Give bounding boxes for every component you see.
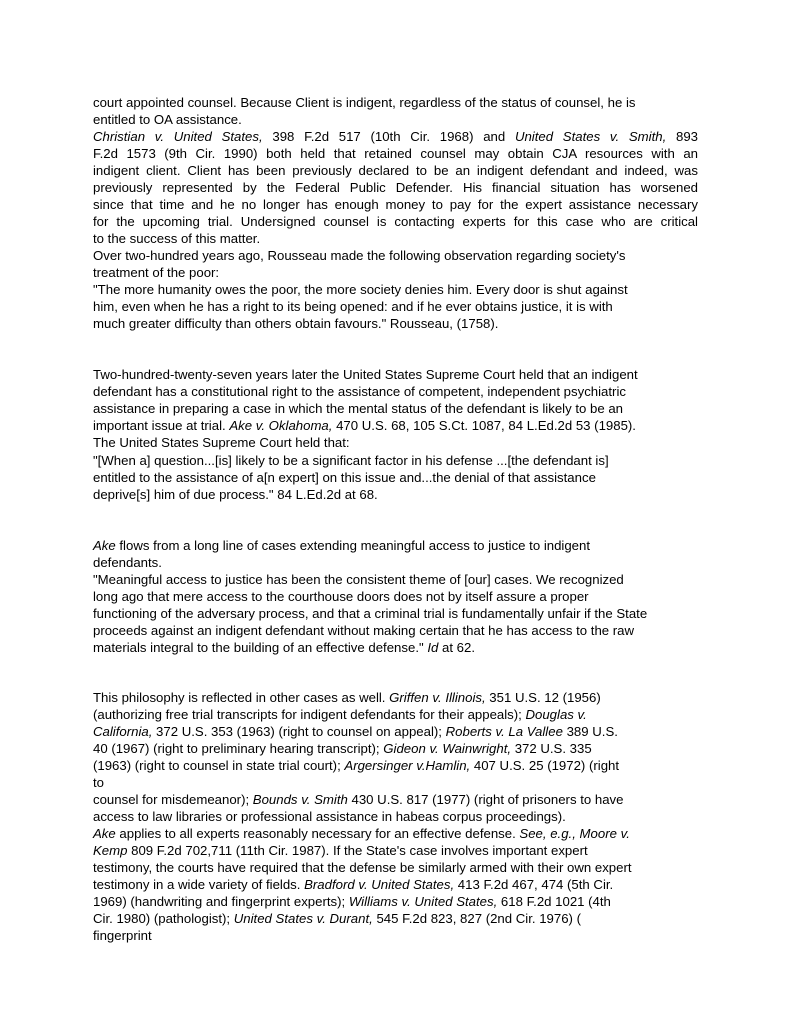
case-citation: Bradford v. United States, [304,877,455,892]
case-citation: Christian v. United States, [93,129,263,144]
case-citation: United States v. Smith, [514,129,667,144]
text-run: 618 F.2d 1021 (4th [497,894,611,909]
text-line [93,893,698,910]
text-line [93,791,698,808]
text-run: (authorizing free trial transcripts for indigent defendants for their appeals); [93,707,526,722]
text-line: entitled to the assistance of a[n expert] on this issue and...the denial of that assistance [93,470,596,485]
text-run: 372 U.S. 353 (1963) (right to counsel on appeal); [152,724,446,739]
case-citation: United States v. Durant, [233,911,373,926]
text-line: him, even when he has a right to its being opened: and if he ever obtains justice, it is with [93,299,613,314]
text-run: 389 U.S. [562,724,618,739]
text-run: 407 U.S. 25 (1972) (right [470,758,620,773]
text-line: previously represented by the Federal Public Defender. His financial situation has worsened [93,180,698,195]
case-citation: California, [93,724,153,739]
text-run: 398 F.2d 517 (10th Cir. 1968) and [262,129,515,144]
paragraph-cja-resources [93,128,698,247]
quote-ake [93,452,698,503]
text-run: 430 U.S. 817 (1977) (right of prisoners to have [347,792,624,807]
text-line [93,706,698,723]
text-line [93,757,698,774]
case-citation: Argersinger v.Hamlin, [344,758,471,773]
case-citation: Ake [93,826,116,841]
text-line: treatment of the poor: [93,265,220,280]
text-line [93,825,698,842]
text-line: much greater difficulty than others obtain favours." Rousseau, (1758). [93,316,499,331]
text-run: 809 F.2d 702,711 (11th Cir. 1987). If the State's case involves important expert [127,843,588,858]
text-line [93,842,698,859]
paragraph-ake-flows [93,537,698,571]
text-run: This philosophy is reflected in other cases as well. [93,690,390,705]
text-line [93,723,698,740]
case-citation: Roberts v. La Vallee [445,724,563,739]
case-citation: Gideon v. Wainwright, [383,741,512,756]
text-line: F.2d 1573 (9th Cir. 1990) both held that retained counsel may obtain CJA resources with an [93,146,698,161]
text-run: 372 U.S. 335 [511,741,592,756]
text-run: 40 (1967) (right to preliminary hearing transcript); [93,741,384,756]
case-citation: Griffen v. Illinois, [389,690,486,705]
text-line: deprive[s] him of due process." 84 L.Ed.2d at 68. [93,487,378,502]
case-citation: See, e.g., Moore v. [519,826,630,841]
text-line [93,740,698,757]
text-line [93,417,698,434]
text-line: fingerprint [93,928,152,943]
quote-meaningful-access [93,571,698,656]
paragraph-counsel-intro [93,94,698,128]
case-citation: Williams v. United States, [348,894,498,909]
case-citation: Ake v. Oklahoma, [229,418,333,433]
paragraph-philosophy-cases [93,689,698,825]
text-line: to the success of this matter. [93,231,261,246]
text-line: "The more humanity owes the poor, the more society denies him. Every door is shut against [93,282,628,297]
text-line: "[When a] question...[is] likely to be a significant factor in his defense ...[the defendant is] [93,453,609,468]
text-run: Cir. 1980) (pathologist); [93,911,234,926]
text-run: 413 F.2d 467, 474 (5th Cir. [454,877,614,892]
text-run: testimony in a wide variety of fields. [93,877,305,892]
text-line: indigent client. Client has been previously declared to be an indigent defendant and indeed, was [93,163,698,178]
case-citation: Bounds v. Smith [252,792,348,807]
text-run: materials integral to the building of an effective defense." [93,640,428,655]
text-line: defendants. [93,555,162,570]
text-line [93,910,698,927]
paragraph-rousseau-intro [93,247,698,281]
quote-rousseau [93,281,698,332]
case-citation: Ake [93,538,116,553]
case-citation: Id [427,640,439,655]
text-line: since that time and he no longer has enough money to pay for the expert assistance necessary [93,197,698,212]
text-line: defendant has a constitutional right to the assistance of competent, independent psychiatric [93,384,626,399]
text-line [93,537,698,554]
text-line: to [93,775,104,790]
text-line: The United States Supreme Court held that: [93,435,350,450]
paragraph-ake-holding [93,366,698,451]
text-run: important issue at trial. [93,418,230,433]
text-line: Over two-hundred years ago, Rousseau made the following observation regarding society's [93,248,626,263]
text-run: 893 [666,129,698,144]
text-run: flows from a long line of cases extending meaningful access to justice to indigent [115,538,591,553]
case-citation: Douglas v. [525,707,587,722]
text-run: 470 U.S. 68, 105 S.Ct. 1087, 84 L.Ed.2d 53 (1985). [332,418,636,433]
text-line [93,689,698,706]
text-line: entitled to OA assistance. [93,112,242,127]
text-line: testimony, the courts have required that the defense be similarly armed with their own expert [93,860,632,875]
text-line: proceeds against an indigent defendant without making certain that he has access to the raw [93,623,635,638]
text-line: "Meaningful access to justice has been the consistent theme of [our] cases. We recognized [93,572,624,587]
text-line [93,876,698,893]
text-run: 545 F.2d 823, 827 (2nd Cir. 1976) ( [372,911,581,926]
text-line: assistance in preparing a case in which the mental status of the defendant is likely to be an [93,401,624,416]
paragraph-ake-experts [93,825,698,944]
text-run: applies to all experts reasonably necessary for an effective defense. [115,826,520,841]
text-line: functioning of the adversary process, and that a criminal trial is fundamentally unfair if the State [93,606,648,621]
text-line: access to law libraries or professional assistance in habeas corpus proceedings). [93,809,566,824]
text-run: 1969) (handwriting and fingerprint experts); [93,894,349,909]
text-line [93,128,698,145]
case-citation: Kemp [93,843,128,858]
text-line: for the upcoming trial. Undersigned counsel is contacting experts for this case who are critical [93,214,698,229]
text-run: at 62. [438,640,476,655]
text-line: Two-hundred-twenty-seven years later the United States Supreme Court held that an indigent [93,367,638,382]
text-line [93,639,698,656]
text-run: 351 U.S. 12 (1956) [485,690,601,705]
text-run: (1963) (right to counsel in state trial court); [93,758,345,773]
text-line: court appointed counsel. Because Client is indigent, regardless of the status of counsel, he is [93,95,636,110]
text-run: counsel for misdemeanor); [93,792,253,807]
text-line: long ago that mere access to the courthouse doors does not by itself assure a proper [93,589,589,604]
